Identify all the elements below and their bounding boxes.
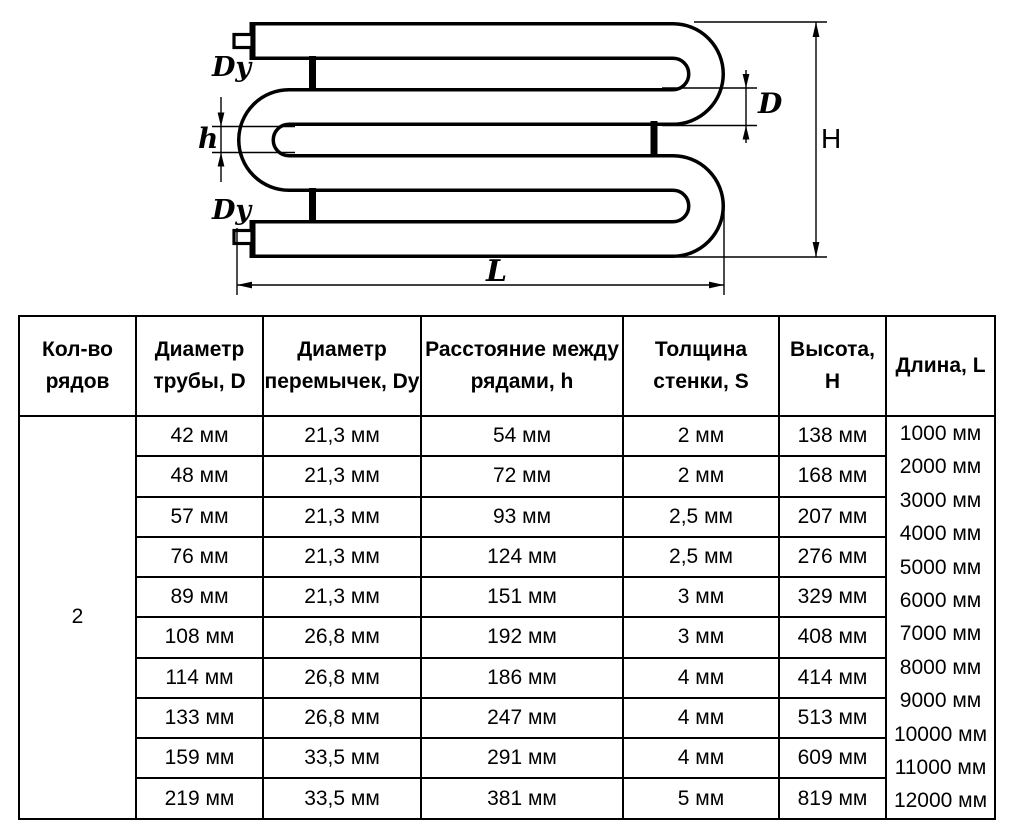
label-dy-top: Dy [212,52,252,83]
length-value: 4000 мм [899,522,982,546]
dim-h-arrow-down [218,113,225,127]
length-value: 7000 мм [899,622,982,646]
cell-dy: 21,3 мм [263,416,421,456]
cell-d: 42 мм [136,416,263,456]
cell-d: 114 мм [136,658,263,698]
dim-d-arrow-down [743,74,750,88]
cell-d: 57 мм [136,497,263,537]
header-row-spacing: Расстояние между рядами, h [421,316,623,416]
dim-length-arrow-right [709,282,724,289]
cell-height: 276 мм [779,537,886,577]
cell-height: 819 мм [779,778,886,818]
length-value: 1000 мм [899,422,982,445]
cell-h: 72 мм [421,456,623,496]
rows-count-value: 2 [19,416,136,819]
header-pipe-diameter: Диаметр трубы, D [136,316,263,416]
table-row [19,617,995,657]
cell-height: 513 мм [779,698,886,738]
cell-d: 48 мм [136,456,263,496]
lengths-cell [886,416,995,819]
length-value: 11000 мм [894,755,987,779]
cell-h: 93 мм [421,497,623,537]
cell-height: 138 мм [779,416,886,456]
cell-s: 2 мм [623,416,779,456]
cell-h: 192 мм [421,617,623,657]
cell-s: 2,5 мм [623,497,779,537]
table-row [19,658,995,698]
spec-table [18,315,996,820]
cell-height: 207 мм [779,497,886,537]
label-dy-bottom: Dy [212,195,252,226]
table-row [19,738,995,778]
cell-h: 124 мм [421,537,623,577]
inlet-stub-top [234,35,252,48]
header-jumper-diameter: Диаметр перемычек, Dy [263,316,421,416]
cell-dy: 26,8 мм [263,698,421,738]
cell-d: 159 мм [136,738,263,778]
cell-h: 381 мм [421,778,623,818]
serpentine-pipe-outline [253,41,706,239]
table-row [19,778,995,818]
cell-dy: 26,8 мм [263,617,421,657]
cell-s: 2,5 мм [623,537,779,577]
cell-s: 3 мм [623,617,779,657]
dim-height-arrow-up [813,22,820,37]
length-value: 3000 мм [899,488,982,512]
label-d: D [758,87,783,120]
serpentine-pipe-core [253,41,706,239]
cell-d: 76 мм [136,537,263,577]
dim-height-arrow-down [813,242,820,257]
cell-dy: 33,5 мм [263,738,421,778]
length-value: 5000 мм [899,555,982,579]
cell-d: 89 мм [136,577,263,617]
length-value: 12000 мм [893,789,988,813]
header-row [19,316,995,416]
cell-dy: 33,5 мм [263,778,421,818]
table-row [19,698,995,738]
length-value: 8000 мм [899,655,982,679]
cell-h: 291 мм [421,738,623,778]
table-row [19,456,995,496]
cell-dy: 26,8 мм [263,658,421,698]
header-wall-thickness: Толщина стенки, S [623,316,779,416]
cell-s: 5 мм [623,778,779,818]
cell-h: 247 мм [421,698,623,738]
table-row [19,416,995,456]
cell-d: 219 мм [136,778,263,818]
cell-height: 414 мм [779,658,886,698]
header-rows-count: Кол-во рядов [19,316,136,416]
dim-h-arrow-up [218,153,225,167]
cell-s: 4 мм [623,658,779,698]
cell-s: 3 мм [623,577,779,617]
spec-table-container [18,315,996,820]
serpentine-register-diagram [0,0,1012,310]
cell-height: 168 мм [779,456,886,496]
cell-d: 108 мм [136,617,263,657]
label-h: h [198,122,219,155]
cell-height: 329 мм [779,577,886,617]
header-length: Длина, L [886,316,995,416]
cell-s: 4 мм [623,698,779,738]
diagram-svg [0,0,1012,310]
length-value: 9000 мм [899,689,982,713]
dim-length-arrow-left [237,282,252,289]
cell-h: 151 мм [421,577,623,617]
cell-s: 2 мм [623,456,779,496]
length-value: 2000 мм [899,455,982,479]
label-length: L [486,254,508,289]
length-value: 6000 мм [899,588,982,612]
cell-dy: 21,3 мм [263,537,421,577]
cell-h: 54 мм [421,416,623,456]
cell-dy: 21,3 мм [263,497,421,537]
table-row [19,497,995,537]
table-row [19,577,995,617]
length-value: 10000 мм [893,722,988,746]
cell-height: 609 мм [779,738,886,778]
label-height: H [821,123,842,154]
header-height: Высота, H [779,316,886,416]
cell-height: 408 мм [779,617,886,657]
dim-d-arrow-up [743,126,750,140]
cell-h: 186 мм [421,658,623,698]
cell-s: 4 мм [623,738,779,778]
cell-dy: 21,3 мм [263,456,421,496]
cell-dy: 21,3 мм [263,577,421,617]
table-row [19,537,995,577]
cell-d: 133 мм [136,698,263,738]
